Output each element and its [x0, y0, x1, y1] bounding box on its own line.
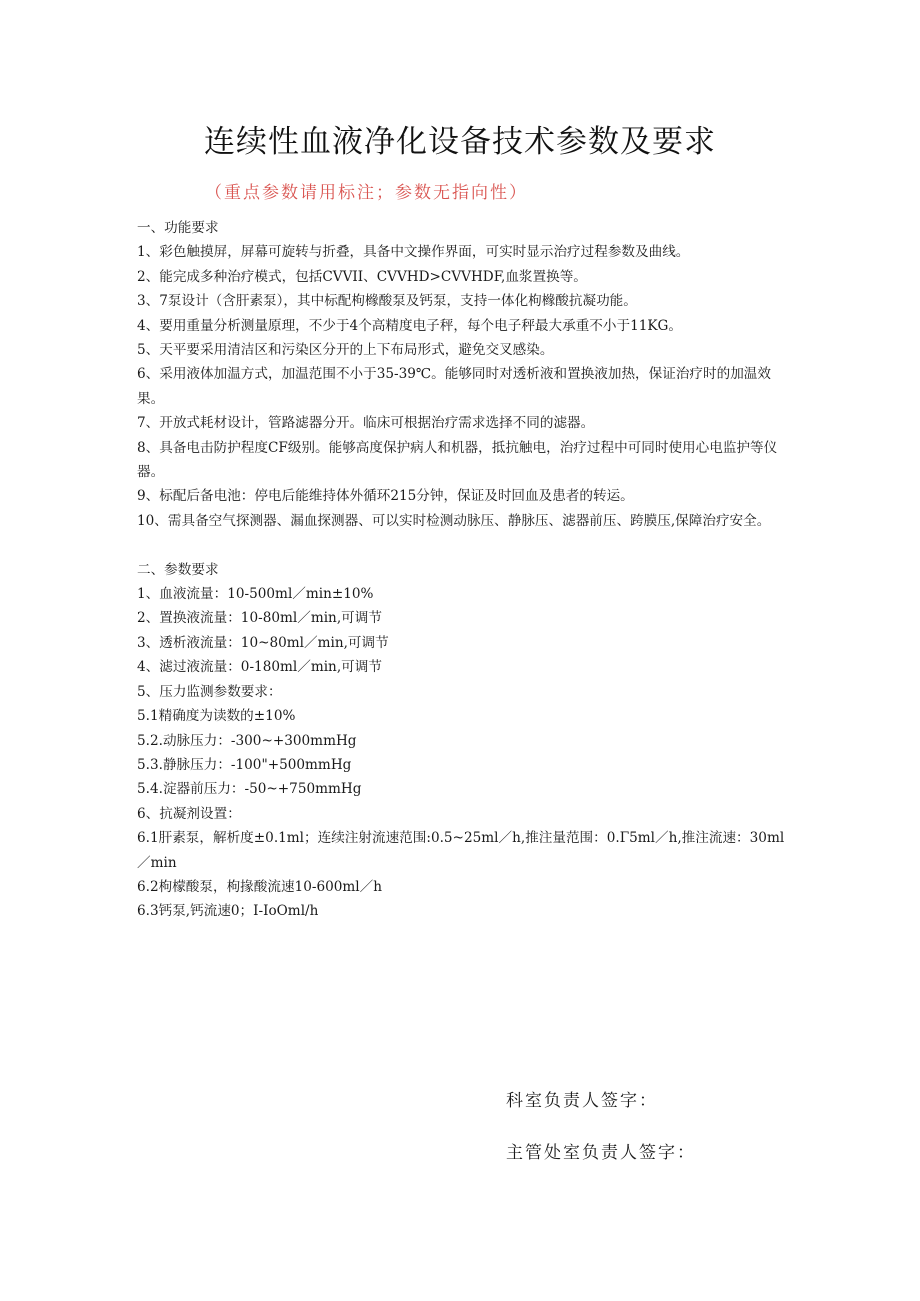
parameter-item: 1、血液流量：10-500ml／min±10%	[137, 586, 374, 603]
parameter-item: 5.1精确度为读数的±10%	[137, 708, 296, 725]
parameter-item: 5.2.动脉压力：-300~+300mmHg	[137, 732, 357, 749]
document-title: 连续性血液净化设备技术参数及要求	[204, 124, 716, 160]
requirement-item: 6、采用液体加温方式，加温范围不小于35-39℃。能够同时对透析液和置换液加热，保证治疗时的加温效果。	[137, 366, 771, 407]
parameter-item: 4、滤过液流量：0-180ml／min,可调节	[137, 659, 382, 676]
dept-head-signature-label: 科室负责人签字：	[506, 1091, 658, 1111]
parameter-item: 2、置换液流量：10-80ml／min,可调节	[137, 610, 382, 627]
parameter-item: 6.2枸檬酸泵，枸掾酸流速10-600ml／h	[137, 878, 382, 895]
parameter-item: 6.1肝素泵，解析度±0.1ml；连续注射流速范围:0.5~25ml／h,推注量范围：0.Γ5ml／h,推注流速：30ml／min	[137, 830, 785, 871]
document-subtitle-note: （重点参数请用标注；参数无指向性）	[205, 183, 528, 203]
requirement-item: 10、需具备空气探测器、漏血探测器、可以实时检测动脉压、静脉压、滤器前压、跨膜压,保障治疗安全。	[137, 512, 771, 529]
requirement-item: 8、具备电击防护程度CF级别。能够高度保护病人和机器，抵抗触电，治疗过程中可同时使用心电监护等仪器。	[137, 439, 778, 481]
document-body	[137, 216, 787, 924]
parameter-item: 5、压力监测参数要求：	[137, 683, 282, 700]
requirement-item: 5、天平要采用清洁区和污染区分开的上下布局形式，避免交叉感染。	[137, 342, 554, 359]
office-head-signature-label: 主管处室负责人签字：	[506, 1143, 696, 1163]
requirement-item: 3、7泵设计（含肝素泵），其中标配枸橼酸泵及钙泵，支持一体化枸橼酸抗凝功能。	[137, 293, 637, 310]
requirement-item: 7、开放式耗材设计，管路滤器分开。临床可根据治疗需求选择不同的滤器。	[137, 415, 595, 432]
requirement-item: 4、要用重量分析测量原理，不少于4个高精度电子秤，每个电子秤最大承重不小于11KG。	[137, 317, 682, 334]
requirement-item: 9、标配后备电池：停电后能维持体外循环215分钟，保证及时回血及患者的转运。	[137, 488, 634, 505]
section-spacer	[137, 533, 787, 557]
section-heading-parameter-requirements: 二、参数要求	[137, 561, 219, 578]
parameter-item: 5.3.静脉压力：-100"+500mmHg	[137, 756, 352, 773]
parameter-item: 6、抗凝剂设置：	[137, 805, 241, 822]
parameter-item: 6.3钙泵,钙流速0；I-IoOml/h	[137, 903, 319, 920]
section-heading-functional-requirements: 一、功能要求	[137, 220, 219, 236]
parameter-item: 5.4.淀器前压力：-50~+750mmHg	[137, 781, 362, 798]
parameter-item: 3、透析液流量：10~80ml／min,可调节	[137, 634, 389, 651]
requirement-item: 1、彩色触摸屏，屏幕可旋转与折叠，具备中文操作界面，可实时显示治疗过程参数及曲线。	[137, 244, 690, 261]
requirement-item: 2、能完成多种治疗模式，包括CVVII、CVVHD>CVVHDF,血浆置换等。	[137, 268, 587, 285]
